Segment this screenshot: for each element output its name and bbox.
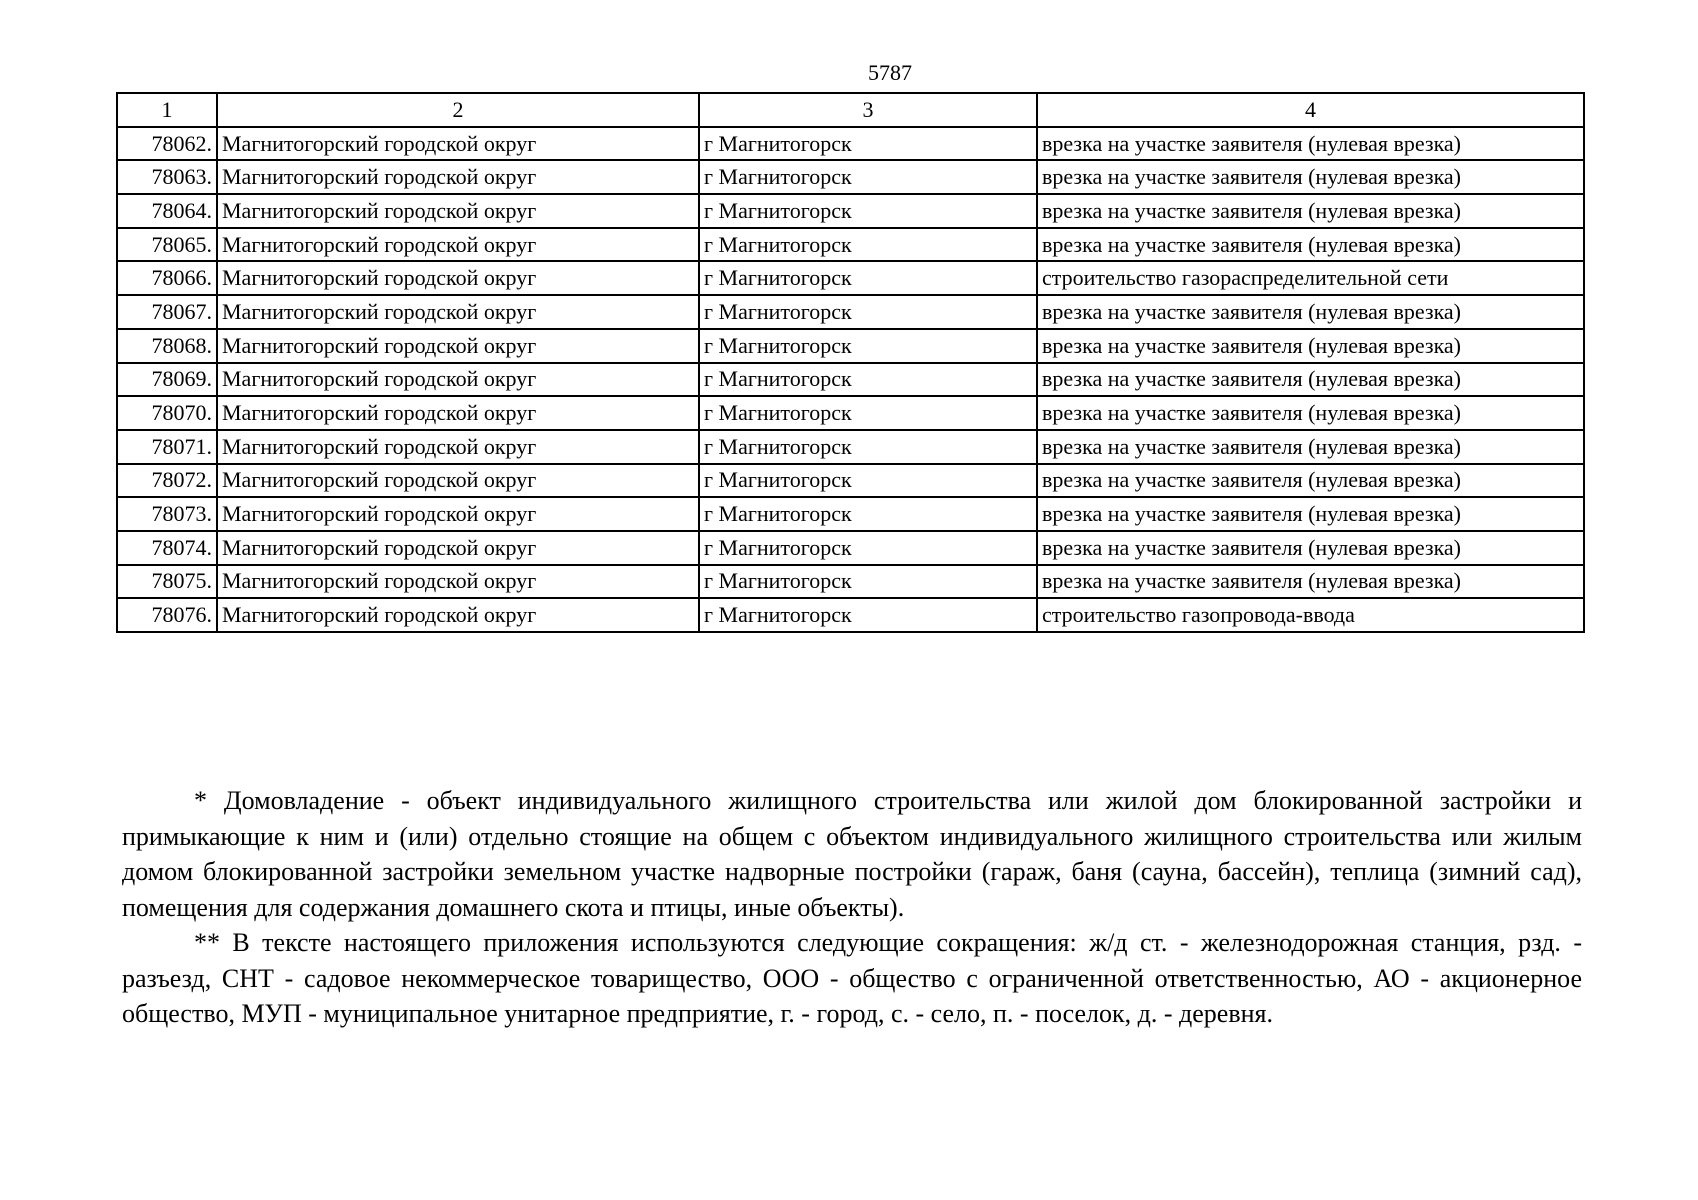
- district-cell: Магнитогорский городской округ: [217, 396, 699, 430]
- row-number-cell: 78075.: [117, 565, 217, 599]
- settlement-cell: г Магнитогорск: [699, 329, 1037, 363]
- settlement-cell: г Магнитогорск: [699, 295, 1037, 329]
- table-row: [117, 363, 1584, 397]
- footnotes: [122, 783, 1582, 1032]
- column-header-4: 4: [1037, 93, 1584, 127]
- row-number-cell: 78076.: [117, 598, 217, 632]
- work-type-cell: врезка на участке заявителя (нулевая врезка): [1037, 160, 1584, 194]
- work-type-cell: строительство газораспределительной сети: [1037, 261, 1584, 295]
- district-cell: Магнитогорский городской округ: [217, 194, 699, 228]
- settlement-cell: г Магнитогорск: [699, 531, 1037, 565]
- table-row: [117, 430, 1584, 464]
- district-cell: Магнитогорский городской округ: [217, 531, 699, 565]
- table-row: [117, 160, 1584, 194]
- table-row: [117, 329, 1584, 363]
- table-body: [117, 127, 1584, 632]
- table-row: [117, 261, 1584, 295]
- table-row: [117, 127, 1584, 161]
- district-cell: Магнитогорский городской округ: [217, 464, 699, 498]
- work-type-cell: врезка на участке заявителя (нулевая врезка): [1037, 531, 1584, 565]
- district-cell: Магнитогорский городской округ: [217, 565, 699, 599]
- table-header-row: [117, 93, 1584, 127]
- district-cell: Магнитогорский городской округ: [217, 430, 699, 464]
- row-number-cell: 78070.: [117, 396, 217, 430]
- row-number-cell: 78073.: [117, 497, 217, 531]
- district-cell: Магнитогорский городской округ: [217, 261, 699, 295]
- district-cell: Магнитогорский городской округ: [217, 363, 699, 397]
- table-row: [117, 531, 1584, 565]
- row-number-cell: 78071.: [117, 430, 217, 464]
- settlement-cell: г Магнитогорск: [699, 396, 1037, 430]
- district-cell: Магнитогорский городской округ: [217, 127, 699, 161]
- settlement-cell: г Магнитогорск: [699, 363, 1037, 397]
- table-row: [117, 497, 1584, 531]
- table-row: [117, 396, 1584, 430]
- work-type-cell: врезка на участке заявителя (нулевая врезка): [1037, 464, 1584, 498]
- work-type-cell: врезка на участке заявителя (нулевая врезка): [1037, 329, 1584, 363]
- table-row: [117, 598, 1584, 632]
- row-number-cell: 78066.: [117, 261, 217, 295]
- district-cell: Магнитогорский городской округ: [217, 329, 699, 363]
- district-cell: Магнитогорский городской округ: [217, 228, 699, 262]
- work-type-cell: врезка на участке заявителя (нулевая врезка): [1037, 565, 1584, 599]
- settlement-cell: г Магнитогорск: [699, 160, 1037, 194]
- work-type-cell: врезка на участке заявителя (нулевая врезка): [1037, 295, 1584, 329]
- settlement-cell: г Магнитогорск: [699, 598, 1037, 632]
- row-number-cell: 78069.: [117, 363, 217, 397]
- column-header-2: 2: [217, 93, 699, 127]
- work-type-cell: врезка на участке заявителя (нулевая врезка): [1037, 363, 1584, 397]
- work-type-cell: врезка на участке заявителя (нулевая врезка): [1037, 430, 1584, 464]
- work-type-cell: врезка на участке заявителя (нулевая врезка): [1037, 228, 1584, 262]
- work-type-cell: врезка на участке заявителя (нулевая врезка): [1037, 396, 1584, 430]
- table-row: [117, 565, 1584, 599]
- column-header-1: 1: [117, 93, 217, 127]
- table-row: [117, 194, 1584, 228]
- row-number-cell: 78067.: [117, 295, 217, 329]
- footnote-1: * Домовладение - объект индивидуального жилищного строительства или жилой дом блокированной застройки и примыкающие к ним и (или) отдельно стоящие на общем с объектом индивидуального жилищного строительства или жилым домом блокированной застройки земельном участке надворные постройки (гараж, баня (сауна, бассейн), теплица (зимний сад), помещения для содержания домашнего скота и птицы, иные объекты).: [122, 786, 1582, 922]
- settlement-cell: г Магнитогорск: [699, 127, 1037, 161]
- settlement-cell: г Магнитогорск: [699, 194, 1037, 228]
- settlement-cell: г Магнитогорск: [699, 565, 1037, 599]
- work-type-cell: строительство газопровода-ввода: [1037, 598, 1584, 632]
- settlement-cell: г Магнитогорск: [699, 430, 1037, 464]
- settlement-cell: г Магнитогорск: [699, 497, 1037, 531]
- work-type-cell: врезка на участке заявителя (нулевая врезка): [1037, 497, 1584, 531]
- work-type-cell: врезка на участке заявителя (нулевая врезка): [1037, 194, 1584, 228]
- district-cell: Магнитогорский городской округ: [217, 160, 699, 194]
- district-cell: Магнитогорский городской округ: [217, 598, 699, 632]
- row-number-cell: 78063.: [117, 160, 217, 194]
- row-number-cell: 78074.: [117, 531, 217, 565]
- row-number-cell: 78072.: [117, 464, 217, 498]
- table-row: [117, 295, 1584, 329]
- row-number-cell: 78065.: [117, 228, 217, 262]
- settlement-cell: г Магнитогорск: [699, 464, 1037, 498]
- data-table: [116, 92, 1585, 633]
- district-cell: Магнитогорский городской округ: [217, 295, 699, 329]
- table-row: [117, 228, 1584, 262]
- row-number-cell: 78068.: [117, 329, 217, 363]
- row-number-cell: 78062.: [117, 127, 217, 161]
- footnote-2: ** В тексте настоящего приложения используются следующие сокращения: ж/д ст. - железнодорожная станция, рзд. - разъезд, СНТ - садовое некоммерческое товарищество, ООО - общество с ограниченной ответственностью, АО - акционерное общество, МУП - муниципальное унитарное предприятие, г. - город, с. - село, п. - поселок, д. - деревня.: [122, 928, 1582, 1028]
- district-cell: Магнитогорский городской округ: [217, 497, 699, 531]
- settlement-cell: г Магнитогорск: [699, 228, 1037, 262]
- settlement-cell: г Магнитогорск: [699, 261, 1037, 295]
- column-header-3: 3: [699, 93, 1037, 127]
- work-type-cell: врезка на участке заявителя (нулевая врезка): [1037, 127, 1584, 161]
- page-number: 5787: [868, 60, 912, 85]
- table-row: [117, 464, 1584, 498]
- row-number-cell: 78064.: [117, 194, 217, 228]
